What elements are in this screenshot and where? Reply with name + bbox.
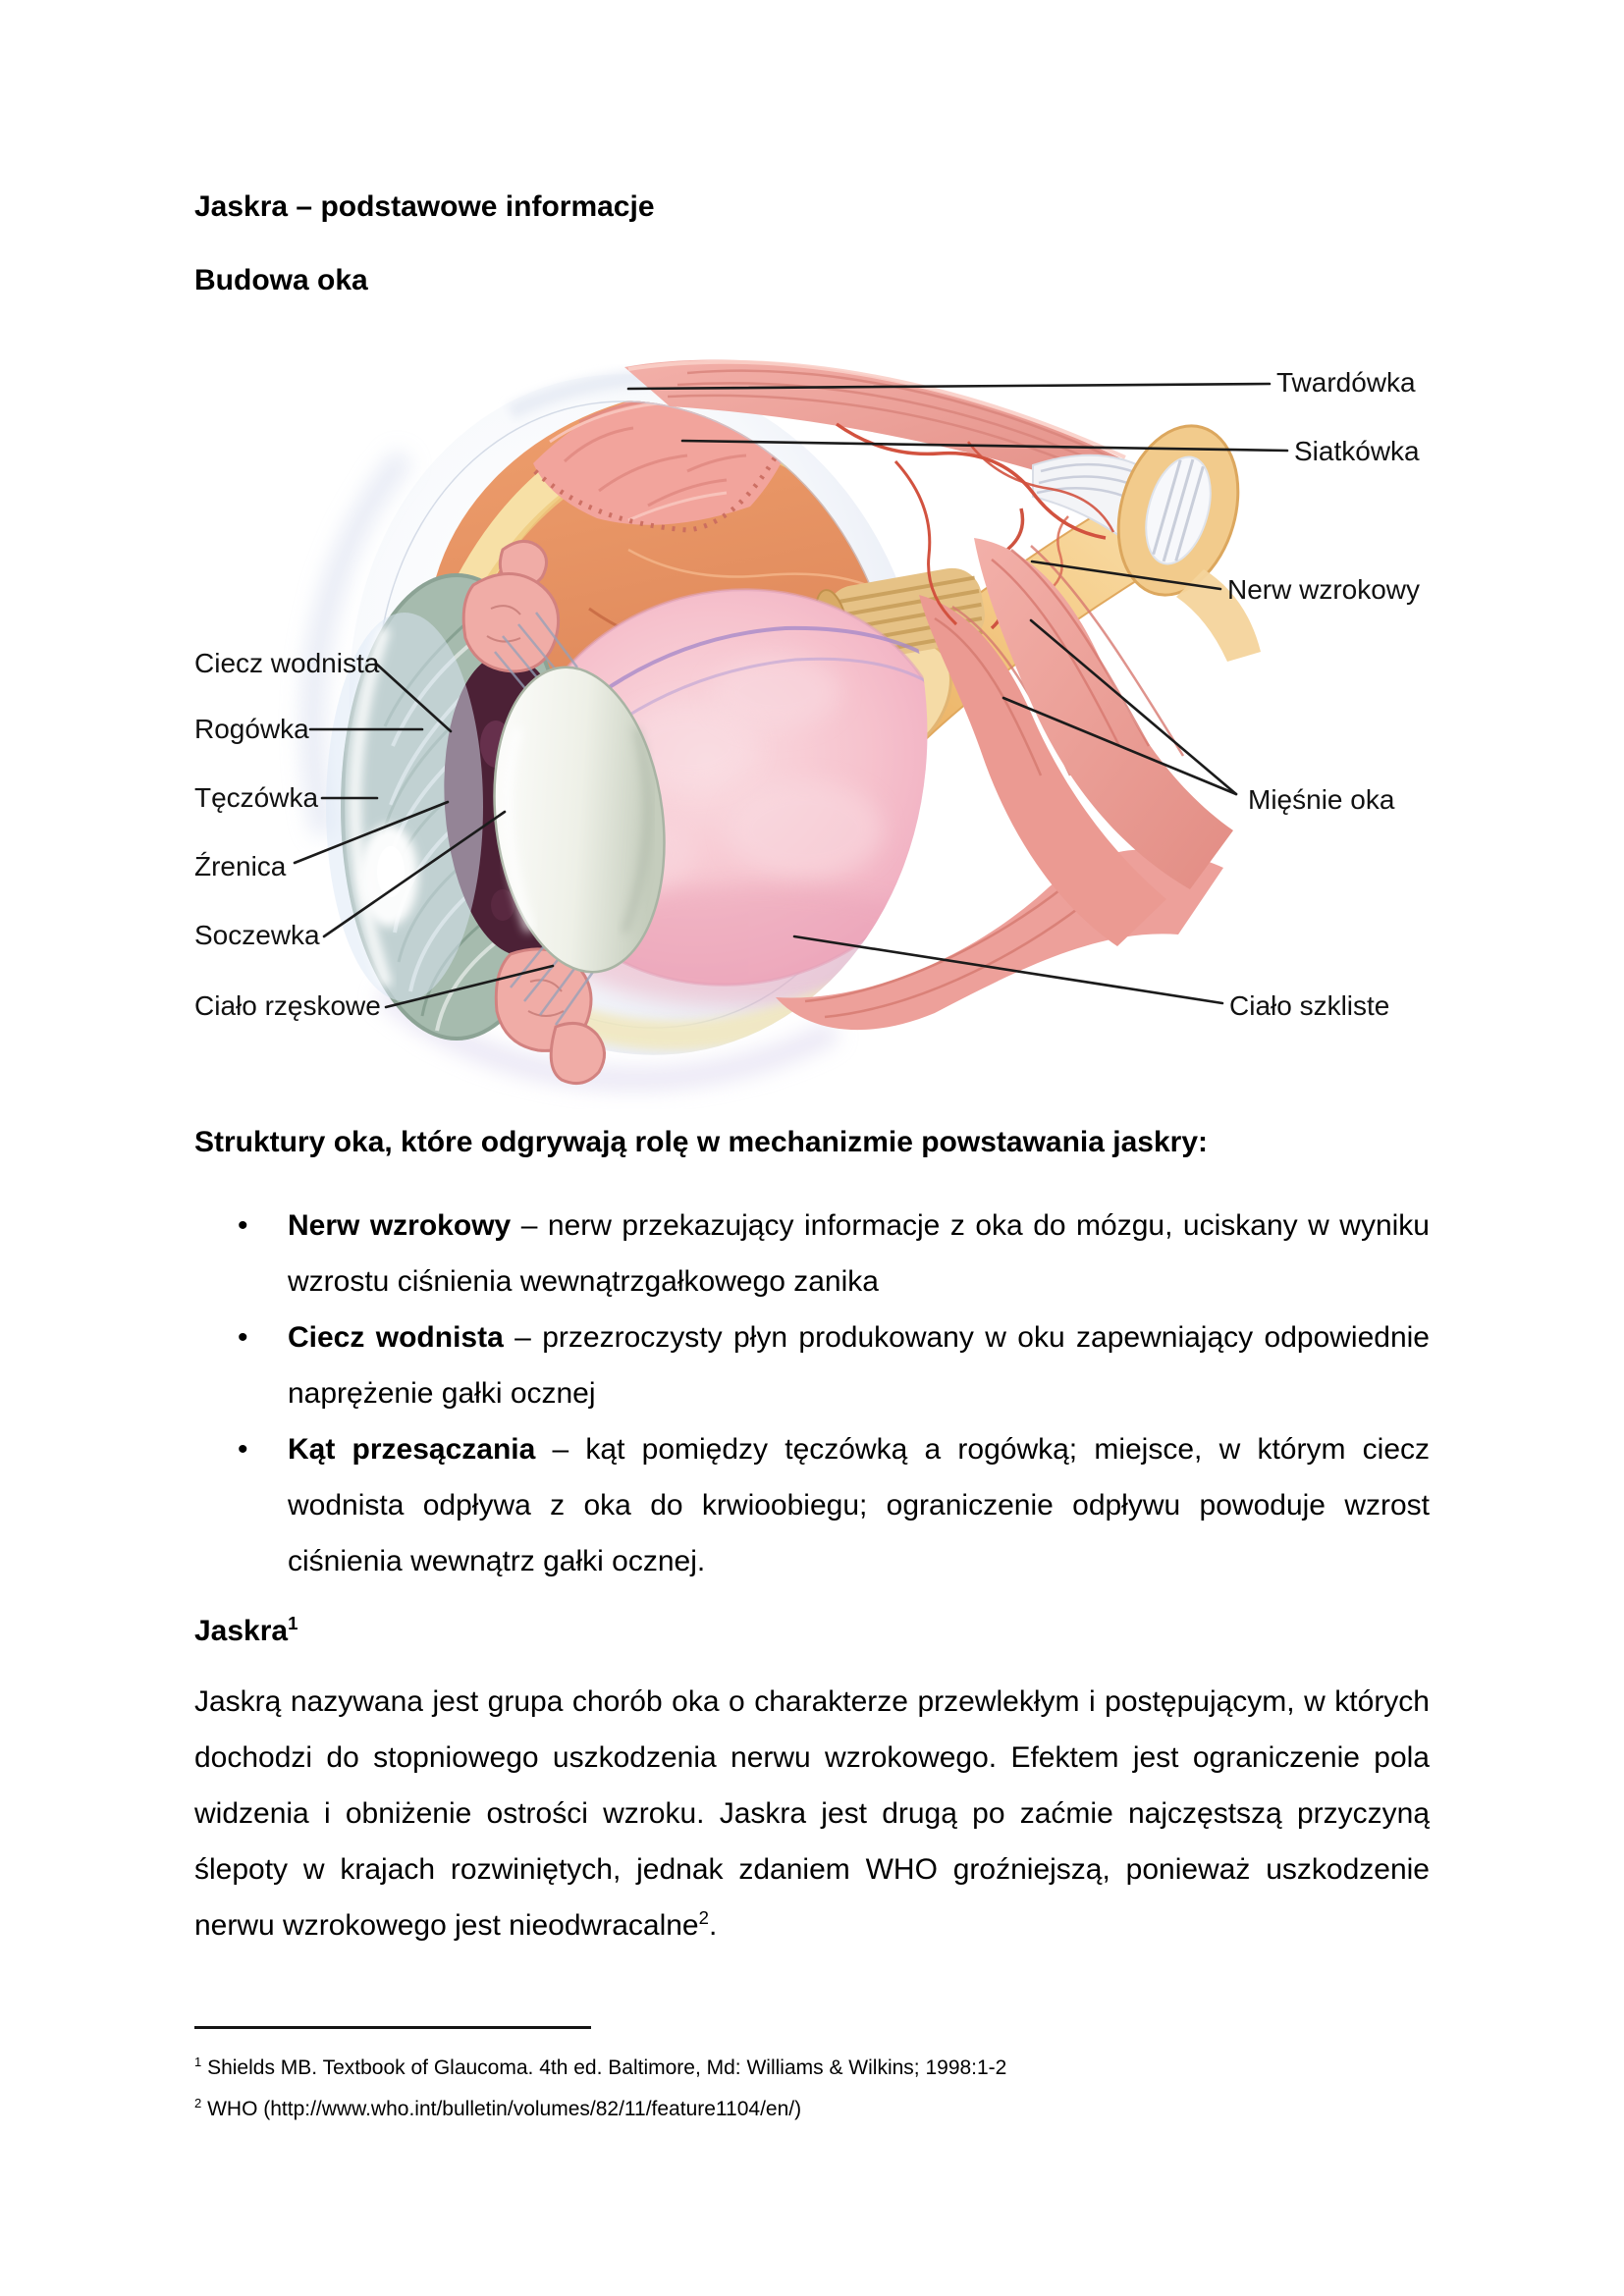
footnote-separator: [194, 2026, 591, 2029]
paragraph-jaskra: [194, 1674, 1430, 1953]
diagram-label-cialo-rzeskowe: Ciało rzęskowe: [194, 990, 381, 1021]
heading-budowa-oka: Budowa oka: [194, 264, 368, 296]
diagram-label-miesnie-oka: Mięśnie oka: [1248, 784, 1395, 815]
diagram-label-ciecz-wodnista: Ciecz wodnista: [194, 648, 380, 678]
diagram-label-zrenica: Źrenica: [194, 851, 287, 881]
footnotes: [194, 2048, 1412, 2130]
footnote-2-text: WHO (http://www.who.int/bulletin/volumes/82/11/feature1104/en/): [201, 2098, 802, 2120]
bullet-desc: – przezroczysty płyn produkowany w oku zapewniający odpowiednie naprężenie gałki ocznej: [288, 1321, 1430, 1410]
diagram-label-nerw-wzrokowy: Nerw wzrokowy: [1227, 574, 1421, 605]
bullet-list: [194, 1198, 1430, 1589]
bullet-desc: – nerw przekazujący informacje z oka do mózgu, uciskany w wyniku wzrostu ciśnienia wewnątrzgałkowego zanika: [288, 1209, 1430, 1298]
heading-jaskra: [194, 1614, 298, 1649]
heading-struktury: Struktury oka, które odgrywają rolę w mechanizmie powstawania jaskry:: [194, 1126, 1209, 1158]
paragraph-text: Jaskrą nazywana jest grupa chorób oka o charakterze przewlekłym i postępującym, w których dochodzi do stopniowego uszkodzenia nerwu wzrokowego. Efektem jest ograniczenie pola widzenia i obniżenie ostrości wzroku. Jaskra jest drugą po zaćmie najczęstszą przyczyną ślepoty w krajach rozwiniętych, jednak zdaniem WHO groźniejszą, ponieważ uszkodzenie nerwu wzrokowego jest nieodwracalne: [194, 1685, 1430, 1942]
page-title: Jaskra – podstawowe informacje: [194, 190, 655, 223]
bullet-term: Kąt przesączania: [288, 1433, 553, 1466]
bullet-icon: •: [238, 1209, 248, 1242]
diagram-label-cialo-szkliste: Ciało szkliste: [1229, 990, 1390, 1021]
diagram-label-siatkowka: Siatkówka: [1294, 436, 1420, 466]
bullet-icon: •: [238, 1433, 248, 1466]
bullet-icon: •: [238, 1321, 248, 1354]
footnote-1: [194, 2048, 1412, 2089]
footnote-2: [194, 2089, 1412, 2130]
heading-jaskra-text: Jaskra: [194, 1615, 289, 1647]
paragraph-tail: .: [708, 1909, 718, 1942]
footnote-ref-1: 1: [288, 1613, 298, 1633]
bullet-term: Nerw wzrokowy: [288, 1209, 521, 1242]
list-item: [194, 1421, 1430, 1589]
bullet-desc: – kąt pomiędzy tęczówką a rogówką; miejsce, w którym ciecz wodnista odpływa z oka do krwioobiegu; ograniczenie odpływu powoduje wzrost ciśnienia wewnątrz gałki ocznej.: [288, 1433, 1430, 1577]
footnote-2-marker: 2: [194, 2096, 202, 2110]
bullet-term: Ciecz wodnista: [288, 1321, 515, 1354]
list-item: [194, 1309, 1430, 1421]
footnote-1-marker: 1: [194, 2055, 202, 2069]
diagram-label-rogowka: Rogówka: [194, 714, 309, 744]
diagram-label-twardowka: Twardówka: [1276, 367, 1416, 398]
footnote-1-text: Shields MB. Textbook of Glaucoma. 4th ed. Baltimore, Md: Williams & Wilkins; 1998:1-2: [201, 2056, 1007, 2079]
footnote-ref-2: 2: [698, 1907, 709, 1928]
list-item: [194, 1198, 1430, 1309]
diagram-label-soczewka: Soczewka: [194, 920, 320, 950]
diagram-label-teczowka: Tęczówka: [194, 782, 319, 813]
